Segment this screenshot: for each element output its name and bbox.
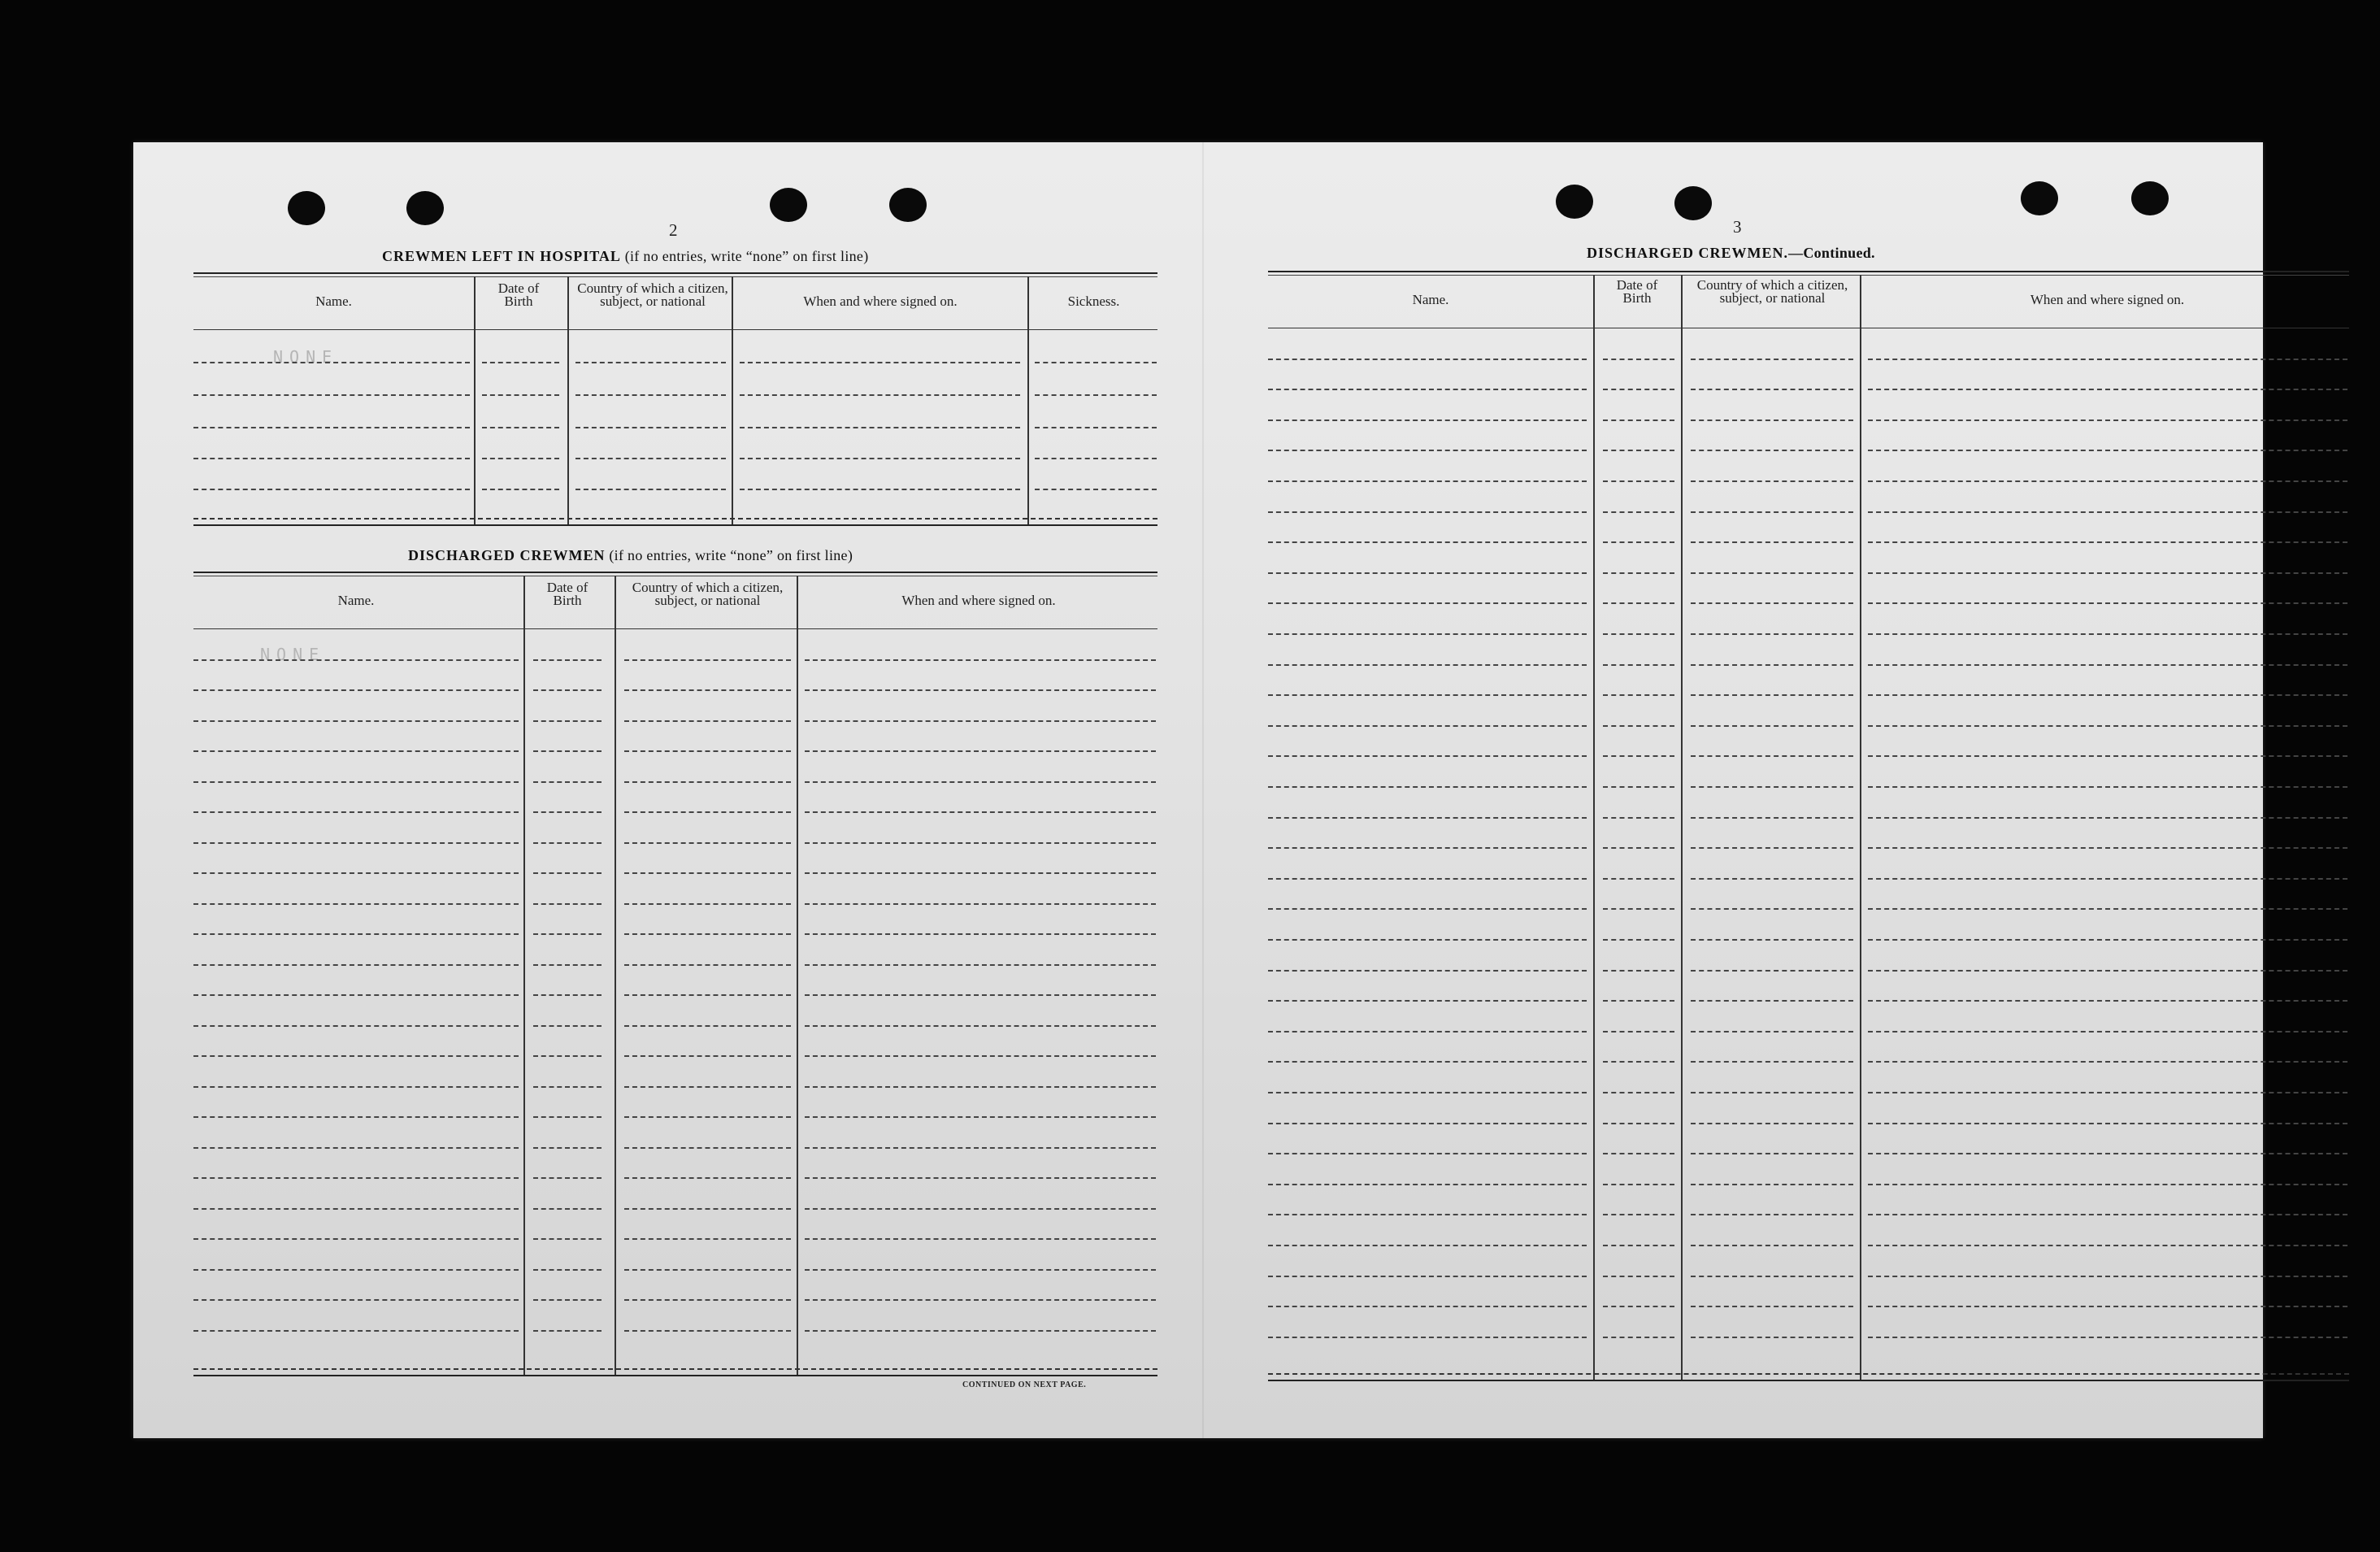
ruled-line <box>1691 1214 1853 1215</box>
ruled-line <box>193 1025 519 1027</box>
ruled-line <box>1268 939 1587 941</box>
ruled-line <box>624 1116 791 1118</box>
ruled-line <box>193 720 519 722</box>
ruled-line <box>1868 1306 2347 1307</box>
hospital-col-name: Name. <box>315 293 352 309</box>
ruled-line <box>805 1025 1156 1027</box>
ruled-line <box>1691 694 1853 696</box>
ruled-line <box>1691 359 1853 360</box>
discharged-rows-left <box>193 628 1157 1368</box>
ruled-line <box>1603 1000 1674 1002</box>
ruled-line <box>1868 359 2347 360</box>
ruled-line <box>805 933 1156 935</box>
ruled-line <box>1268 878 1587 880</box>
ruled-line <box>1268 1061 1587 1063</box>
ruled-line <box>1868 725 2347 727</box>
ruled-line <box>1603 1184 1674 1185</box>
ruled-line <box>1268 1153 1587 1154</box>
ruled-line <box>1603 1031 1674 1032</box>
ruled-line <box>624 903 791 905</box>
ruled-line <box>1691 878 1853 880</box>
ruled-line <box>1603 420 1674 421</box>
ruled-line <box>624 689 791 691</box>
ruled-line <box>1691 1061 1853 1063</box>
ruled-line <box>624 781 791 783</box>
ruled-line <box>1603 1276 1674 1277</box>
ruled-line <box>1268 786 1587 788</box>
ruled-line <box>1868 572 2347 574</box>
punch-hole <box>2131 181 2169 215</box>
discharged-col-date-of-birth: Date of Birth <box>546 580 588 608</box>
ruled-line <box>805 811 1156 813</box>
ruled-line <box>1603 1306 1674 1307</box>
ruled-line <box>533 1147 602 1149</box>
page-fold <box>1202 142 1204 1438</box>
ruled-line <box>624 842 791 844</box>
discharged-title-main: DISCHARGED CREWMEN <box>408 547 606 563</box>
ruled-line <box>1868 1245 2347 1246</box>
ruled-line <box>805 1299 1156 1301</box>
ruled-line <box>1603 786 1674 788</box>
hospital-table <box>193 272 1157 528</box>
ruled-line <box>1691 786 1853 788</box>
ruled-line <box>624 1147 791 1149</box>
punch-hole <box>406 191 444 225</box>
ruled-line <box>1603 725 1674 727</box>
ruled-line <box>1603 1123 1674 1124</box>
ruled-line <box>805 1330 1156 1332</box>
ruled-line <box>1868 633 2347 635</box>
discharged-table-left <box>193 572 1157 1401</box>
ruled-line <box>624 933 791 935</box>
ruled-line <box>193 933 519 935</box>
ruled-line <box>1868 1061 2347 1063</box>
ruled-line <box>193 1238 519 1240</box>
ruled-line <box>533 1330 602 1332</box>
ruled-line <box>1268 1245 1587 1246</box>
ruled-line <box>1691 970 1853 972</box>
punch-hole <box>2021 181 2058 215</box>
ruled-line <box>1268 1214 1587 1215</box>
ruled-line <box>1868 786 2347 788</box>
ruled-line <box>1603 939 1674 941</box>
ruled-line <box>1603 847 1674 849</box>
ruled-line <box>1691 847 1853 849</box>
discharged-first-entry: NONE <box>260 645 326 664</box>
ruled-line <box>1868 1276 2347 1277</box>
ruled-line <box>1268 1276 1587 1277</box>
ruled-line <box>1268 1337 1587 1338</box>
ruled-line <box>805 964 1156 966</box>
ruled-line <box>624 1025 791 1027</box>
ruled-line <box>1268 755 1587 757</box>
ruled-line <box>1603 1245 1674 1246</box>
ruled-line <box>1268 1306 1587 1307</box>
ruled-line <box>624 872 791 874</box>
ruled-line <box>533 720 602 722</box>
ruled-line <box>1268 541 1587 543</box>
ruled-line <box>805 872 1156 874</box>
ruled-line <box>1603 602 1674 604</box>
ruled-line <box>805 994 1156 996</box>
ruled-line <box>193 750 519 752</box>
ruled-line <box>1691 541 1853 543</box>
ruled-line <box>1268 359 1587 360</box>
discharged-col-when-where: When and where signed on. <box>901 593 1056 608</box>
ruled-line <box>624 1330 791 1332</box>
ruled-line <box>1691 572 1853 574</box>
ruled-line <box>1603 1061 1674 1063</box>
discharged-rows-right <box>1268 328 2349 1376</box>
ruled-line <box>1603 1153 1674 1154</box>
ruled-line <box>1691 633 1853 635</box>
punch-hole <box>1674 186 1712 220</box>
ruled-line <box>1603 1092 1674 1093</box>
punch-hole <box>1556 185 1593 219</box>
ruled-line <box>1603 970 1674 972</box>
ruled-line <box>1268 847 1587 849</box>
ruled-line <box>1868 755 2347 757</box>
ruled-line <box>1603 664 1674 666</box>
ruled-line <box>624 1177 791 1179</box>
ruled-line <box>805 1269 1156 1271</box>
ruled-line <box>624 1086 791 1088</box>
ruled-line <box>193 1208 519 1210</box>
ruled-line <box>1691 450 1853 451</box>
left-page-number: 2 <box>669 220 678 240</box>
ruled-line <box>1691 755 1853 757</box>
discharged-title-note: (if no entries, write “none” on first line) <box>609 547 853 563</box>
ruled-line <box>1268 450 1587 451</box>
ruled-line <box>1603 694 1674 696</box>
ruled-line <box>1868 602 2347 604</box>
ruled-line <box>1268 970 1587 972</box>
ruled-line <box>533 1208 602 1210</box>
ruled-line <box>1603 1337 1674 1338</box>
ruled-line <box>1268 1031 1587 1032</box>
ruled-line <box>1268 633 1587 635</box>
ruled-line <box>1868 1153 2347 1154</box>
ruled-line <box>1268 602 1587 604</box>
ruled-line <box>1691 1031 1853 1032</box>
ruled-line <box>193 811 519 813</box>
ruled-line <box>1691 725 1853 727</box>
ruled-line <box>533 1269 602 1271</box>
ruled-line <box>533 1055 602 1057</box>
ruled-line <box>1868 817 2347 819</box>
ruled-line <box>624 964 791 966</box>
ruled-line <box>1868 1031 2347 1032</box>
ruled-line <box>1691 1306 1853 1307</box>
ruled-line <box>1868 970 2347 972</box>
ruled-line <box>1691 1337 1853 1338</box>
ruled-line <box>193 1330 519 1332</box>
ruled-line <box>193 964 519 966</box>
ruled-line <box>1268 572 1587 574</box>
ruled-line <box>1691 664 1853 666</box>
right-title-main: DISCHARGED CREWMEN. <box>1587 245 1789 261</box>
ruled-line <box>805 842 1156 844</box>
discharged-section-title <box>408 547 853 564</box>
ruled-line <box>1691 1153 1853 1154</box>
ruled-line <box>624 1208 791 1210</box>
ruled-line <box>805 720 1156 722</box>
ruled-line <box>1868 1000 2347 1002</box>
ruled-line <box>193 781 519 783</box>
ruled-line <box>1868 694 2347 696</box>
ruled-line <box>624 720 791 722</box>
ruled-line <box>1691 602 1853 604</box>
ruled-line <box>1603 541 1674 543</box>
ruled-line <box>805 750 1156 752</box>
ruled-line <box>533 659 602 661</box>
ruled-line <box>1603 389 1674 390</box>
ruled-line <box>1603 359 1674 360</box>
ruled-line <box>533 964 602 966</box>
ruled-line <box>533 872 602 874</box>
ruled-line <box>193 689 519 691</box>
ruled-line <box>1868 847 2347 849</box>
ruled-line <box>1603 450 1674 451</box>
ruled-line <box>1868 511 2347 513</box>
ruled-line <box>1868 1092 2347 1093</box>
ruled-line <box>533 933 602 935</box>
ruled-line <box>533 994 602 996</box>
ruled-line <box>624 1238 791 1240</box>
ruled-line <box>1691 420 1853 421</box>
ruled-line <box>1268 511 1587 513</box>
ruled-line <box>533 1177 602 1179</box>
ruled-line <box>1691 389 1853 390</box>
hospital-col-date-of-birth: Date of Birth <box>497 280 540 309</box>
ruled-line <box>1868 664 2347 666</box>
ruled-line <box>805 1208 1156 1210</box>
right-title-note: —Continued. <box>1788 245 1875 261</box>
ruled-line <box>193 1116 519 1118</box>
ruled-line <box>1268 389 1587 390</box>
ruled-line <box>1603 817 1674 819</box>
punch-hole <box>770 188 807 222</box>
punch-hole <box>889 188 927 222</box>
ruled-line <box>805 781 1156 783</box>
discharged-col-name: Name. <box>337 593 375 608</box>
hospital-col-when-where: When and where signed on. <box>803 293 958 309</box>
ruled-line <box>805 1147 1156 1149</box>
discharged-col-country: Country of which a citizen, subject, or national <box>632 580 784 608</box>
ruled-line <box>1868 480 2347 482</box>
ruled-line <box>1603 755 1674 757</box>
ruled-line <box>1868 1123 2347 1124</box>
ruled-line <box>1603 480 1674 482</box>
ruled-line <box>1868 420 2347 421</box>
ruled-line <box>1603 572 1674 574</box>
ruled-line <box>624 994 791 996</box>
ruled-line <box>1268 420 1587 421</box>
ruled-line <box>533 1086 602 1088</box>
ruled-line <box>805 1086 1156 1088</box>
punch-hole <box>288 191 325 225</box>
ruled-line <box>1268 725 1587 727</box>
ruled-line <box>1691 1123 1853 1124</box>
hospital-col-country: Country of which a citizen, subject, or national <box>577 280 728 309</box>
ruled-line <box>1691 817 1853 819</box>
ruled-line <box>1603 511 1674 513</box>
ruled-line <box>1268 1000 1587 1002</box>
ruled-line <box>1603 908 1674 910</box>
ruled-line <box>1691 1245 1853 1246</box>
ruled-line <box>624 1055 791 1057</box>
ruled-line <box>1268 817 1587 819</box>
ruled-line <box>805 1177 1156 1179</box>
hospital-first-entry: NONE <box>273 347 339 367</box>
ruled-line <box>533 750 602 752</box>
ruled-line <box>1268 1092 1587 1093</box>
ruled-line <box>1691 1276 1853 1277</box>
ruled-line <box>624 811 791 813</box>
hospital-section-title <box>382 248 869 265</box>
ruled-line <box>1268 664 1587 666</box>
ruled-line <box>193 1055 519 1057</box>
ruled-line <box>1691 1184 1853 1185</box>
ruled-line <box>1268 908 1587 910</box>
hospital-title-note: (if no entries, write “none” on first line) <box>624 248 869 264</box>
ruled-line <box>1868 1184 2347 1185</box>
ruled-line <box>805 1116 1156 1118</box>
ruled-line <box>193 1269 519 1271</box>
ruled-line <box>533 842 602 844</box>
ruled-line <box>533 1238 602 1240</box>
ruled-line <box>193 994 519 996</box>
ruled-line <box>624 659 791 661</box>
right-section-title <box>1587 245 1875 262</box>
ruled-line <box>805 1055 1156 1057</box>
ruled-line <box>1603 633 1674 635</box>
ruled-line <box>1691 1092 1853 1093</box>
hospital-title-main: CREWMEN LEFT IN HOSPITAL <box>382 248 621 264</box>
hospital-rows <box>193 329 1157 524</box>
ruled-line <box>1268 1184 1587 1185</box>
ruled-line <box>533 1025 602 1027</box>
right-col-country: Country of which a citizen, subject, or national <box>1696 277 1848 306</box>
continued-note: CONTINUED ON NEXT PAGE. <box>962 1380 1087 1389</box>
ruled-line <box>1868 939 2347 941</box>
ruled-line <box>1603 878 1674 880</box>
ruled-line <box>1603 1214 1674 1215</box>
ruled-line <box>1691 511 1853 513</box>
ruled-line <box>1868 878 2347 880</box>
ruled-line <box>624 1299 791 1301</box>
ruled-line <box>193 1177 519 1179</box>
ruled-line <box>193 1299 519 1301</box>
ruled-line <box>805 689 1156 691</box>
ruled-line <box>533 1116 602 1118</box>
ruled-line <box>193 1147 519 1149</box>
ruled-line <box>193 842 519 844</box>
ruled-line <box>624 1269 791 1271</box>
ruled-line <box>805 1238 1156 1240</box>
right-col-when-where: When and where signed on. <box>2030 292 2185 307</box>
ruled-line <box>624 750 791 752</box>
ruled-line <box>1268 1123 1587 1124</box>
ruled-line <box>1268 694 1587 696</box>
ruled-line <box>193 659 519 661</box>
ruled-line <box>1691 480 1853 482</box>
right-page-number: 3 <box>1733 217 1742 237</box>
ruled-line <box>1868 908 2347 910</box>
ruled-line <box>1691 1000 1853 1002</box>
ruled-line <box>193 903 519 905</box>
ruled-line <box>533 781 602 783</box>
ruled-line <box>1268 480 1587 482</box>
ruled-line <box>1868 541 2347 543</box>
ruled-line <box>533 903 602 905</box>
ruled-line <box>1691 939 1853 941</box>
discharged-table-right <box>1268 271 2349 1409</box>
ruled-line <box>1868 1214 2347 1215</box>
ruled-line <box>805 659 1156 661</box>
right-col-name: Name. <box>1412 292 1449 307</box>
ruled-line <box>805 903 1156 905</box>
right-col-date-of-birth: Date of Birth <box>1616 277 1658 306</box>
hospital-col-sickness: Sickness. <box>1067 293 1120 309</box>
document-sheet <box>133 142 2263 1438</box>
ruled-line <box>1868 450 2347 451</box>
ruled-line <box>193 872 519 874</box>
ruled-line <box>1868 1337 2347 1338</box>
ruled-line <box>533 689 602 691</box>
ruled-line <box>193 1086 519 1088</box>
ruled-line <box>533 811 602 813</box>
ruled-line <box>1691 908 1853 910</box>
ruled-line <box>533 1299 602 1301</box>
ruled-line <box>1868 389 2347 390</box>
